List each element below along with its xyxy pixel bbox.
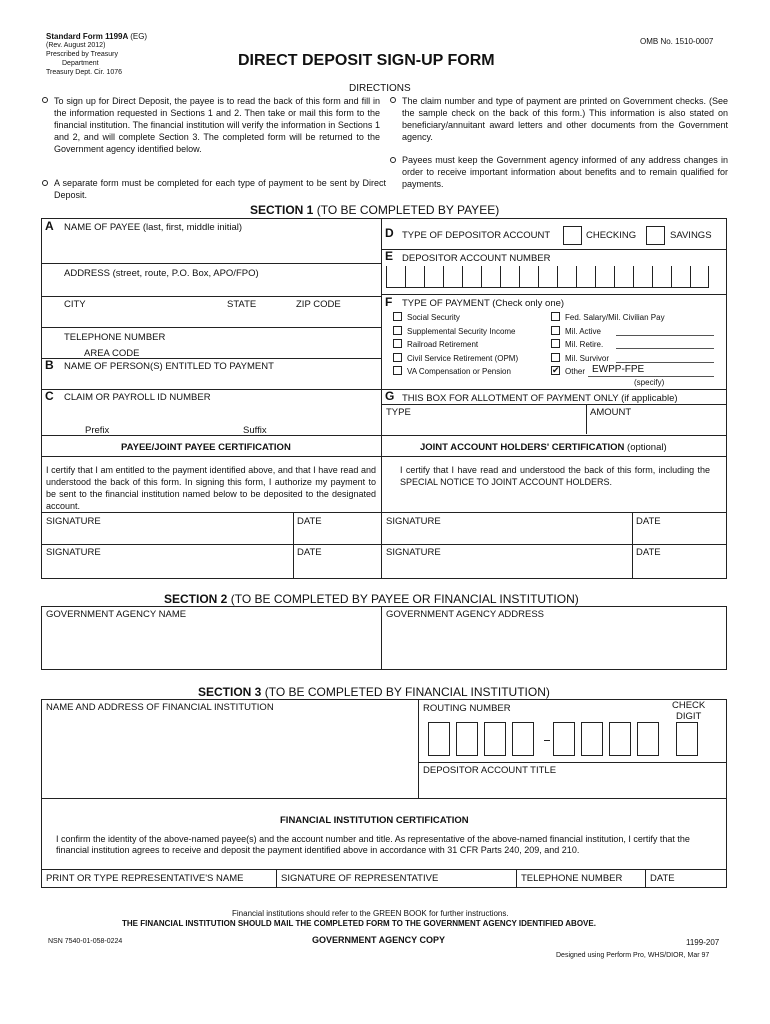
routing-digit-box[interactable] (609, 722, 631, 756)
copy-label: GOVERNMENT AGENCY COPY (312, 935, 446, 945)
date-label: DATE (297, 547, 322, 558)
payee-signature-field[interactable] (42, 527, 292, 543)
persons-entitled-field[interactable] (42, 372, 380, 388)
divider (418, 762, 727, 763)
checking-label: CHECKING (586, 230, 637, 241)
direction-right-2: Payees must keep the Government agency informed of any address changes in order to receive important information about benefits and to remain qualified for payments. (402, 155, 728, 189)
bullet-icon (390, 97, 396, 103)
account-digit-box[interactable] (481, 266, 500, 288)
divider (41, 512, 727, 513)
page-title: DIRECT DEPOSIT SIGN-UP FORM (238, 52, 495, 69)
state-label: STATE (227, 299, 257, 310)
routing-digit-box[interactable] (553, 722, 575, 756)
fi-cert-text: I confirm the identity of the above-named payee(s) and the account number and title. As representative of the above-named financial institution, I certify that the financial institution agrees to receive and deposit the payment identified above in accordance with 31 CFR Parts 240, 209, and 210. (56, 834, 690, 855)
account-digit-box[interactable] (500, 266, 519, 288)
letter-d: D (385, 226, 394, 240)
letter-b: B (45, 358, 54, 372)
routing-digit-box[interactable] (456, 722, 478, 756)
letter-a: A (45, 219, 54, 233)
payee-date-field-2[interactable] (294, 558, 380, 578)
account-digit-box[interactable] (671, 266, 690, 288)
fed-salary-checkbox[interactable] (551, 312, 560, 321)
signature-label: SIGNATURE (386, 547, 441, 558)
rep-date-label: DATE (650, 873, 675, 884)
address-label: ADDRESS (street, route, P.O. Box, APO/FPO) (64, 268, 259, 279)
divider (41, 456, 727, 457)
account-digit-box[interactable] (614, 266, 633, 288)
payment-option: Railroad Retirement (407, 340, 479, 349)
date-label: DATE (636, 547, 661, 558)
section1-heading: SECTION 1 (TO BE COMPLETED BY PAYEE) (250, 203, 500, 217)
payee-name-label: NAME OF PAYEE (last, first, middle initial) (64, 222, 243, 233)
date-label: DATE (636, 516, 661, 527)
divider (381, 249, 727, 250)
signature-label: SIGNATURE (46, 516, 101, 527)
routing-digit-box[interactable] (484, 722, 506, 756)
fi-name-field[interactable] (42, 713, 416, 797)
savings-label: SAVINGS (670, 230, 712, 241)
date-label: DATE (297, 516, 322, 527)
routing-digit-box[interactable] (637, 722, 659, 756)
prescribed-line2: Department (62, 60, 99, 67)
allotment-type-field[interactable] (382, 418, 585, 434)
underline (588, 376, 714, 377)
underline (616, 362, 714, 363)
allotment-type-label: TYPE (386, 407, 411, 418)
divider (41, 296, 381, 297)
letter-g: G (385, 389, 395, 403)
social-security-checkbox[interactable] (393, 312, 402, 321)
account-number-label: DEPOSITOR ACCOUNT NUMBER (402, 253, 551, 264)
divider (41, 358, 381, 359)
designed-by: Designed using Perform Pro, WHS/DIOR, Mar 97 (556, 952, 710, 959)
form-code: 1199-207 (686, 938, 720, 947)
city-state-zip-field[interactable] (42, 310, 380, 326)
divider (41, 544, 727, 545)
letter-f: F (385, 295, 393, 309)
telephone-label: TELEPHONE NUMBER (64, 332, 166, 343)
address-field[interactable] (42, 279, 380, 295)
payment-option: VA Compensation or Pension (407, 367, 511, 376)
divider (41, 327, 381, 328)
section2-heading: SECTION 2 (TO BE COMPLETED BY PAYEE OR FINANCIAL INSTITUTION) (164, 592, 579, 606)
other-checkbox[interactable]: ✔ (552, 365, 560, 375)
divider (516, 869, 517, 888)
divider (41, 798, 727, 799)
green-book-note: Financial institutions should refer to the GREEN BOOK for further instructions. (232, 909, 509, 918)
civil-service-checkbox[interactable] (393, 353, 402, 362)
account-digit-box[interactable] (462, 266, 481, 288)
joint-signature-field-2[interactable] (382, 558, 631, 578)
account-digit-box[interactable] (386, 266, 405, 288)
joint-signature-field[interactable] (382, 527, 631, 543)
divider (645, 869, 646, 888)
joint-cert-text: I certify that I have read and understood the back of this form, including the SPECIAL NOTICE TO JOINT ACCOUNT HOLDERS. (400, 465, 710, 487)
agency-name-label: GOVERNMENT AGENCY NAME (46, 609, 187, 620)
omb-number: OMB No. 1510-0007 (640, 37, 714, 46)
payee-signature-field-2[interactable] (42, 558, 292, 578)
area-code-label: AREA CODE (84, 348, 140, 359)
rep-name-label: PRINT OR TYPE REPRESENTATIVE'S NAME (46, 873, 244, 884)
agency-address-field[interactable] (382, 620, 726, 669)
direction-left-2: A separate form must be completed for each type of payment to be sent by Direct Deposit. (54, 178, 386, 200)
rep-phone-label: TELEPHONE NUMBER (521, 873, 623, 884)
telephone-field[interactable] (150, 340, 380, 356)
account-digit-box[interactable] (690, 266, 709, 288)
direction-right-1: The claim number and type of payment are printed on Government checks. (See the sample check on the back of this form.) This information is also stated on beneficiary/annuitant award letters and other documents from the Government agency. (402, 96, 728, 142)
underline (616, 335, 714, 336)
mil-survivor-checkbox[interactable] (551, 353, 560, 362)
zip-label: ZIP CODE (296, 299, 341, 310)
check-digit-label-2: DIGIT (676, 711, 702, 722)
va-compensation-checkbox[interactable] (393, 366, 402, 375)
divider (381, 294, 727, 295)
prefix-label: Prefix (85, 425, 110, 436)
routing-digit-box[interactable] (512, 722, 534, 756)
account-digit-box[interactable] (595, 266, 614, 288)
signature-label: SIGNATURE (46, 547, 101, 558)
section3-heading: SECTION 3 (TO BE COMPLETED BY FINANCIAL INSTITUTION) (198, 685, 550, 699)
signature-label: SIGNATURE (386, 516, 441, 527)
letter-c: C (45, 389, 54, 403)
joint-cert-title: JOINT ACCOUNT HOLDERS' CERTIFICATION (optional) (420, 442, 667, 453)
check-digit-label-1: CHECK (672, 700, 706, 711)
payment-option: Fed. Salary/Mil. Civilian Pay (565, 313, 665, 322)
account-digit-box[interactable] (538, 266, 557, 288)
routing-dash (544, 740, 550, 741)
account-digit-box[interactable] (576, 266, 595, 288)
railroad-retirement-checkbox[interactable] (393, 339, 402, 348)
directions-heading: DIRECTIONS (349, 83, 411, 94)
form-number: Standard Form 1199A (EG) (46, 32, 148, 41)
payment-option: Mil. Active (565, 327, 602, 336)
rep-signature-label: SIGNATURE OF REPRESENTATIVE (281, 873, 439, 884)
payee-cert-text: I certify that I am entitled to the payment identified above, and that I have read and understood the back of this form. In signing this form, I authorize my payment to be sent to the financial institution named below to be deposited to the designated account. (46, 465, 376, 511)
divider (41, 263, 381, 264)
agency-address-label: GOVERNMENT AGENCY ADDRESS (386, 609, 545, 620)
divider (276, 869, 277, 888)
payment-option: Mil. Retire. (565, 340, 604, 349)
divider (41, 389, 381, 390)
payment-option: Mil. Survivor (565, 354, 610, 363)
payment-option: Social Security (407, 313, 460, 322)
divider (381, 404, 727, 405)
nsn-number: NSN 7540-01-058-0224 (48, 938, 123, 945)
divider (381, 389, 727, 390)
claim-id-label: CLAIM OR PAYROLL ID NUMBER (64, 392, 211, 403)
prescribed-line1: Prescribed by Treasury (46, 51, 118, 58)
city-label: CITY (64, 299, 86, 310)
revision-date: (Rev. August 2012) (46, 42, 106, 49)
fi-cert-title: FINANCIAL INSTITUTION CERTIFICATION (280, 815, 469, 826)
account-digit-box[interactable] (405, 266, 424, 288)
allotment-amount-label: AMOUNT (590, 407, 632, 418)
prescribed-line3: Treasury Dept. Cir. 1076 (46, 69, 122, 76)
routing-digit-box[interactable] (581, 722, 603, 756)
account-digit-box[interactable] (443, 266, 462, 288)
bullet-icon (42, 97, 48, 103)
account-digit-box[interactable] (519, 266, 538, 288)
savings-checkbox[interactable] (646, 226, 665, 245)
joint-date-field-2[interactable] (633, 558, 726, 578)
account-digit-box[interactable] (633, 266, 652, 288)
routing-label: ROUTING NUMBER (423, 703, 511, 714)
payment-option: Other (565, 367, 586, 376)
account-digit-box[interactable] (424, 266, 443, 288)
claim-id-field[interactable] (42, 403, 380, 423)
ssi-checkbox[interactable] (393, 326, 402, 335)
agency-name-field[interactable] (42, 620, 380, 669)
specify-label: (specify) (634, 378, 665, 387)
suffix-label: Suffix (243, 425, 267, 436)
persons-entitled-label: NAME OF PERSON(S) ENTITLED TO PAYMENT (64, 361, 274, 372)
underline (616, 348, 714, 349)
letter-e: E (385, 249, 394, 263)
divider (41, 435, 727, 436)
allotment-label: THIS BOX FOR ALLOTMENT OF PAYMENT ONLY (if applicable) (402, 393, 678, 404)
form-suffix: (EG) (130, 32, 148, 41)
payment-option: Supplemental Security Income (407, 327, 516, 336)
payee-name-field[interactable] (42, 232, 380, 262)
payment-type-label: TYPE OF PAYMENT (Check only one) (402, 298, 565, 309)
mil-retire-checkbox[interactable] (551, 339, 560, 348)
divider (41, 869, 727, 870)
account-digit-box[interactable] (652, 266, 671, 288)
payee-date-field[interactable] (294, 527, 380, 543)
account-title-field[interactable] (419, 776, 726, 797)
account-digit-box[interactable] (557, 266, 576, 288)
routing-digit-box[interactable] (428, 722, 450, 756)
allotment-amount-field[interactable] (587, 418, 726, 434)
payment-option: Civil Service Retirement (OPM) (407, 354, 519, 363)
other-value: EWPP-FPE (592, 364, 645, 375)
account-title-label: DEPOSITOR ACCOUNT TITLE (423, 765, 557, 776)
payee-cert-title: PAYEE/JOINT PAYEE CERTIFICATION (121, 442, 291, 453)
fi-name-label: NAME AND ADDRESS OF FINANCIAL INSTITUTION (46, 702, 274, 713)
bullet-icon (390, 157, 396, 163)
joint-date-field[interactable] (633, 527, 726, 543)
mil-active-checkbox[interactable] (551, 326, 560, 335)
check-digit-box[interactable] (676, 722, 698, 756)
checking-checkbox[interactable] (563, 226, 582, 245)
direction-left-1: To sign up for Direct Deposit, the payee is to read the back of this form and fill in the information requested in Sections 1 and 2. Then take or mail this form to the financial institution. The financial institution will verify the information in Sections 1 and 2, and will complete Section 3. The completed form will be returned to the Government agency identified below. (54, 96, 380, 154)
bullet-icon (42, 180, 48, 186)
account-type-label: TYPE OF DEPOSITOR ACCOUNT (402, 230, 551, 241)
mail-notice: THE FINANCIAL INSTITUTION SHOULD MAIL THE COMPLETED FORM TO THE GOVERNMENT AGENCY IDENTIFIED ABOVE. (122, 919, 596, 928)
section1-divider (381, 218, 382, 579)
